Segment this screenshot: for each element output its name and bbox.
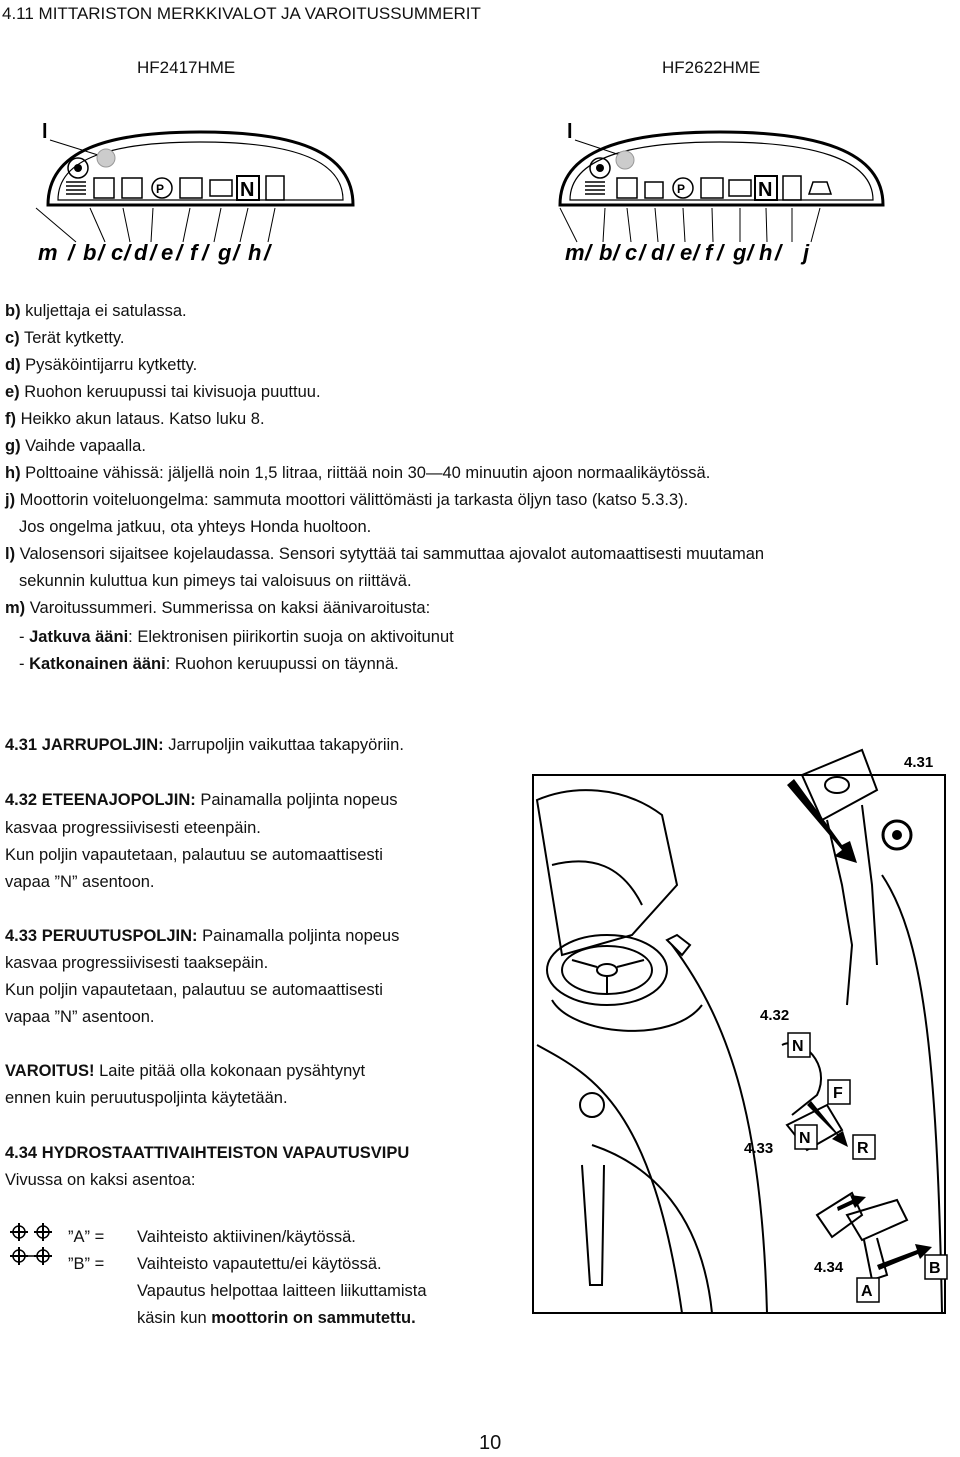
model-label-right: HF2622HME [662, 58, 761, 77]
release-note: käsin kun moottorin on sammutettu. [137, 1309, 416, 1327]
svg-text:/: / [264, 240, 271, 265]
list-item: f) Heikko akun lataus. Katso luku 8. [5, 410, 265, 428]
figure-label-433: 4.33 [744, 1140, 774, 1157]
list-item: l) Valosensori sijaitsee kojelaudassa. Sensori sytyttää tai sammuttaa ajovalot automaattisesti muutaman [5, 545, 765, 563]
svg-text:j: j [803, 240, 810, 265]
section-433: 4.33 PERUUTUSPOLJIN: Painamalla poljinta nopeus [5, 927, 400, 945]
list-item: sekunnin kuluttua kun pimeys tai valoisuus on riittävä. [19, 572, 412, 590]
position-b-key: ”B” = [68, 1255, 105, 1273]
dashboard-panel-left [28, 110, 373, 270]
list-item: m) Varoitussummeri. Summerissa on kaksi äänivaroitusta: [5, 599, 431, 617]
l-label: l [42, 121, 48, 143]
section-434-title: 4.34 HYDROSTAATTIVAIHTEISTON VAPAUTUSVIPU [5, 1144, 410, 1162]
svg-text:/: / [585, 240, 592, 265]
svg-text:/: / [68, 240, 75, 265]
warning-text-line: ennen kuin peruutuspoljinta käytetään. [5, 1089, 288, 1107]
dashboard-panel-right [555, 110, 900, 270]
section-heading: 4.11 MITTARISTON MERKKIVALOT JA VAROITUSSUMMERIT [2, 4, 481, 23]
svg-text:c: c [625, 240, 638, 265]
section-431: 4.31 JARRUPOLJIN: Jarrupoljin vaikuttaa takapyöriin. [5, 736, 404, 754]
pedal-label-n2: N [799, 1130, 811, 1147]
battery-icon [729, 180, 751, 196]
section-434-subtitle: Vivussa on kaksi asentoa: [5, 1171, 196, 1189]
section-432: 4.32 ETEENAJOPOLJIN: Painamalla poljinta nopeus [5, 791, 398, 809]
svg-text:b: b [83, 240, 97, 265]
svg-text:e: e [161, 240, 174, 265]
list-item: b) kuljettaja ei satulassa. [5, 302, 187, 320]
svg-text:c: c [111, 240, 124, 265]
lever-label-b: B [929, 1260, 941, 1277]
blades-icon [645, 182, 663, 198]
operator-icon [617, 178, 637, 198]
svg-text:/: / [233, 240, 240, 265]
svg-text:g: g [733, 240, 747, 265]
svg-text:h: h [248, 240, 262, 265]
pedal-illustration [532, 745, 952, 1315]
pedal-label-n: N [792, 1038, 804, 1055]
list-item: c) Terät kytketty. [5, 329, 125, 347]
fuel-icon [783, 176, 801, 200]
gear-engaged-icon [6, 1220, 56, 1270]
svg-text:d: d [651, 240, 665, 265]
svg-text:/: / [176, 240, 183, 265]
svg-text:/: / [150, 240, 157, 265]
svg-text:h: h [759, 240, 773, 265]
svg-text:f: f [190, 240, 198, 265]
list-item: g) Vaihde vapaalla. [5, 437, 146, 455]
position-b-text: Vaihteisto vapautettu/ei käytössä. [137, 1255, 382, 1273]
svg-text:/: / [124, 240, 131, 265]
section-433-line: kasvaa progressiivisesti taaksepäin. [5, 954, 269, 972]
svg-text:/: / [747, 240, 754, 265]
figure-label-432: 4.32 [760, 1007, 790, 1024]
grass-bag-icon [180, 178, 202, 198]
list-item: d) Pysäköintijarru kytketty. [5, 356, 198, 374]
svg-text:b: b [599, 240, 613, 265]
alert-item: - Katkonainen ääni: Ruohon keruupussi on täynnä. [19, 655, 399, 673]
svg-text:P: P [156, 182, 165, 196]
svg-text:m: m [565, 240, 585, 265]
list-item: e) Ruohon keruupussi tai kivisuoja puuttuu. [5, 383, 321, 401]
section-433-line: Kun poljin vapautetaan, palautuu se automaattisesti [5, 981, 383, 999]
position-a-key: ”A” = [68, 1228, 105, 1246]
section-433-line: vapaa ”N” asentoon. [5, 1008, 155, 1026]
neutral-icon: N [240, 179, 255, 201]
battery-icon [210, 180, 232, 196]
list-item: j) Moottorin voiteluongelma: sammuta moottori välittömästi ja tarkasta öljyn taso (katso 5.3.3). [5, 491, 689, 509]
grass-bag-icon [701, 178, 723, 198]
svg-text:e: e [680, 240, 693, 265]
svg-text:/: / [717, 240, 724, 265]
light-sensor-icon [616, 151, 634, 169]
svg-text:f: f [705, 240, 713, 265]
pedal-label-f: F [833, 1085, 843, 1102]
light-sensor-icon [97, 149, 115, 167]
page-number: 10 [479, 1432, 502, 1454]
operator-icon [94, 178, 114, 198]
svg-text:/: / [693, 240, 700, 265]
model-label-left: HF2417HME [137, 58, 236, 77]
alert-item: - Jatkuva ääni: Elektronisen piirikortin suoja on aktivoitunut [19, 628, 454, 646]
svg-text:d: d [134, 240, 148, 265]
section-432-line: Kun poljin vapautetaan, palautuu se automaattisesti [5, 846, 383, 864]
warning-text: VAROITUS! Laite pitää olla kokonaan pysähtynyt [5, 1062, 366, 1080]
list-item: h) Polttoaine vähissä: jäljellä noin 1,5 litraa, riittää noin 30—40 minuutin ajoon normaalikäytössä. [5, 464, 711, 482]
svg-text:/: / [98, 240, 105, 265]
svg-text:/: / [667, 240, 674, 265]
lever-label-a: A [861, 1283, 873, 1300]
figure-label-431: 4.31 [904, 754, 934, 771]
svg-text:m: m [38, 240, 58, 265]
figure-label-434: 4.34 [814, 1259, 844, 1276]
release-note: Vapautus helpottaa laitteen liikuttamista [137, 1282, 427, 1300]
section-432-line: vapaa ”N” asentoon. [5, 873, 155, 891]
svg-text:/: / [775, 240, 782, 265]
svg-text:g: g [218, 240, 232, 265]
svg-text:/: / [613, 240, 620, 265]
svg-text:/: / [639, 240, 646, 265]
fuel-icon [266, 176, 284, 200]
blades-icon [122, 178, 142, 198]
svg-text:/: / [202, 240, 209, 265]
pedal-label-r: R [857, 1140, 869, 1157]
svg-text:P: P [677, 182, 686, 196]
section-432-line: kasvaa progressiivisesti eteenpäin. [5, 819, 261, 837]
list-item: Jos ongelma jatkuu, ota yhteys Honda huoltoon. [19, 518, 372, 536]
oil-icon [809, 182, 831, 194]
neutral-icon: N [758, 179, 773, 201]
position-a-text: Vaihteisto aktiivinen/käytössä. [137, 1228, 356, 1246]
l-label: l [567, 121, 573, 143]
